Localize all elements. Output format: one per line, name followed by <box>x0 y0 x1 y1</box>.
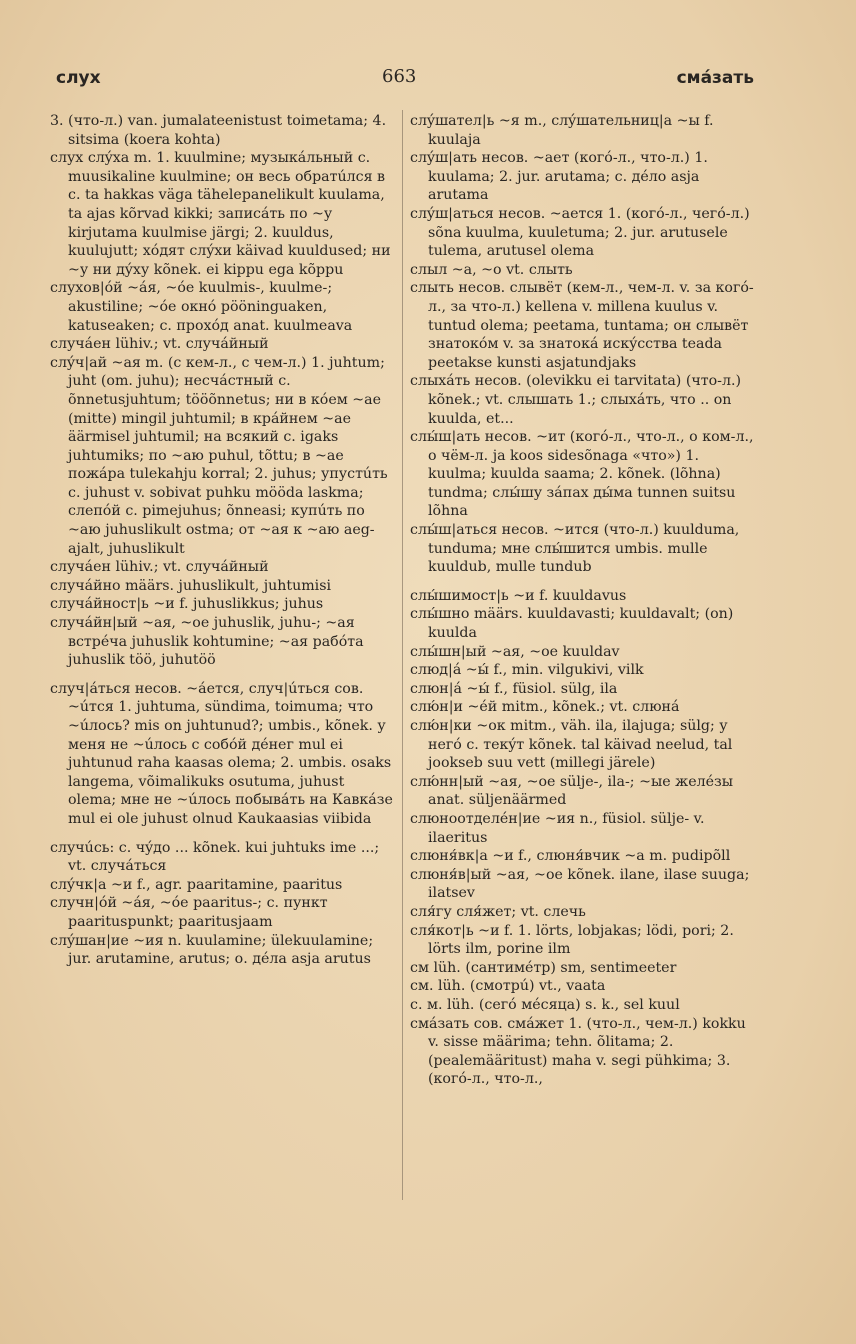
entry: случáйн|ый ~ая, ~ое juhuslik, juhu-; ~ая встрéча juhuslik kohtumine; ~ая рабóта juhuslik töö, juhutöö <box>50 615 364 669</box>
header-first-word: слух <box>56 68 101 88</box>
entry: сля́гу сля́жет; vt. слечь <box>410 903 586 920</box>
page-header <box>56 64 754 94</box>
entry: случáен lühiv.; vt. случáйный <box>50 559 269 576</box>
entry: слýч|ай ~ая m. (с кем-л., с чем-л.) 1. juhtum; juht (om. juhu); несчáстный с. õnnetusjuhtum; tööõnnetus; ни в кóем ~ае (mitte) mingil juhtumil; в крáйнем ~ае äärmisel juhtumil; на всякий с. igaks juhtumiks; по ~аю puhul, tõttu; в ~ае пожáра tulekahju korral; 2. juhus; упустúть с. juhust v. sobivat puhku mööda laskma; слепóй с. pimejuhus; õnneasi; купúть по ~аю juhuslikult ostma; от ~ая к ~аю aeg-ajalt, juhuslikult <box>50 354 388 557</box>
entry: слух слýха m. 1. kuulmine; музыкáльный с. muusikaline kuulmine; он весь обратúлся в с. ta hakkas väga tähelepanelikult kuulama, ta ajas kõrvad kikki; записáть по ~у kirjutama kuulmise järgi; 2. kuuldus, kuulujutt; хóдят слýхи käivad kuuldused; ни ~у ни дýху kõnek. ei kippu ega kõppu <box>50 150 391 278</box>
entry: случáйно määrs. juhuslikult, juhtumisi <box>50 577 332 594</box>
right-column <box>410 112 754 1089</box>
entry: сля́кот|ь ~и f. 1. lörts, lobjakas; lödi, pori; 2. lörts ilm, porine ilm <box>410 922 734 958</box>
entry: слыть несов. слывёт (кем-л., чем-л. v. за когó-л., за что-л.) kellena v. millena kuulus v. tuntud olema; peetama, tuntama; он слывёт знатокóм v. за знатокá искýсства teada peetakse kunsti asjatundjaks <box>410 280 754 371</box>
entry: слухов|óй ~áя, ~óе kuulmis-, kuulme-; akustiline; ~óе окнó pööninguaken, katuseaken; с. прохóд anat. kuulmeava <box>50 280 353 334</box>
entry: слýш|ать несов. ~ает (когó-л., что-л.) 1. kuulama; 2. jur. arutama; с. дéло asja arutama <box>410 150 708 204</box>
page-number: 663 <box>382 66 417 87</box>
entry: слю́н|ки ~ок mitm., väh. ila, ilajuga; sülg; у негó с. текýт kõnek. tal käivad neelud, tal jookseb suu vett (millegi järele) <box>410 718 733 772</box>
entry: слýшател|ь ~я m., слýшательниц|а ~ы f. kuulaja <box>410 113 714 148</box>
entry: слýш|аться несов. ~ается 1. (когó-л., чегó-л.) sõna kuulma, kuuletuma; 2. jur. arutusele tulema, arutusel olema <box>410 205 750 260</box>
entry: смáзать сов. смáжет 1. (что-л., чем-л.) kokku v. sisse määrima; tehn. õlitama; 2. (pealemääritust) maha v. segi pühkima; 3. (когó-л., что-л., <box>410 1015 746 1088</box>
entry: слы́шимост|ь ~и f. kuuldavus <box>410 587 627 604</box>
header-last-word: смáзать <box>676 68 754 88</box>
entry: слю́н|и ~éй mitm., kõnek.; vt. слюнá <box>410 699 680 716</box>
entry: с. м. lüh. (сегó мéсяца) s. k., sel kuul <box>410 996 680 1013</box>
entry: случн|óй ~áя, ~óе paaritus-; с. пункт paarituspunkt; paaritusjaam <box>50 895 328 930</box>
entry: слыл ~а, ~о vt. слыть <box>410 261 573 278</box>
entry: см. lüh. (смотрú) vt., vaata <box>410 978 606 995</box>
entry: слыхáть несов. (olevikku ei tarvitata) (что-л.) kõnek.; vt. слышать 1.; слыхáть, что .. on kuulda, et... <box>410 373 742 427</box>
entry: слýшан|ие ~ия n. kuulamine; ülekuulamine; jur. arutamine, arutus; о. дéла asja arutus <box>50 932 374 968</box>
entry: слы́ш|аться несов. ~ится (что-л.) kuulduma, tunduma; мне слы́шится umbis. mulle kuuldub, mulle tundub <box>410 522 740 576</box>
entry: слю́нн|ый ~ая, ~ое sülje-, ila-; ~ые желéзы anat. süljenäärmed <box>410 773 734 809</box>
entry: см lüh. (сантимéтр) sm, sentimeeter <box>410 959 677 976</box>
entry: слы́шно määrs. kuuldavasti; kuuldavalt; (on) kuulda <box>410 606 734 642</box>
entry: слюд|á ~ы́ f., min. vilgukivi, vilk <box>410 662 644 679</box>
entry: слюня́в|ый ~ая, ~ое kõnek. ilane, ilase suuga; ilatsev <box>410 866 750 902</box>
entry: 3. (что-л.) van. jumalateenistust toimetama; 4. sitsima (koera kohta) <box>50 113 387 148</box>
left-column <box>50 112 396 969</box>
entry: слы́шн|ый ~ая, ~ое kuuldav <box>410 643 620 660</box>
entry: слýчк|а ~и f., agr. paaritamine, paaritus <box>50 876 343 893</box>
entry: слюноотделéн|ие ~ия n., füsiol. sülje- v. ilaeritus <box>410 810 705 846</box>
entry: слы́ш|ать несов. ~ит (когó-л., что-л., о ком-л., о чём-л. ja koos sidesõnaga «что») 1. kuulma; kuulda saama; 2. kõnek. (lõhna) tundma; слы́шу зáпах ды́ма tunnen suitsu lõhna <box>410 429 754 520</box>
entry: случúсь: с. чýдо ... kõnek. kui juhtuks ime ...; vt. случáться <box>50 839 380 875</box>
entry: случáйност|ь ~и f. juhuslikkus; juhus <box>50 596 324 613</box>
column-divider <box>402 110 403 1200</box>
entry: случáен lühiv.; vt. случáйный <box>50 336 269 353</box>
entry: слюня́вк|а ~и f., слюня́вчик ~а m. pudipõll <box>410 848 731 865</box>
entry: слюн|á ~ы́ f., füsiol. sülg, ila <box>410 680 618 697</box>
entry: случ|áться несов. ~áется, случ|úться сов. ~úтся 1. juhtuma, sündima, toimuma; что ~úлось? mis on juhtunud?; umbis., kõnek. у меня не ~úлось с собóй дéнег mul ei juhtunud raha kaasas olema; 2. umbis. osaks langema, võimalikuks osutuma, juhust olema; мне не ~úлось побывáть на Кавкáзе mul ei ole juhust olnud Kaukaasias viibida <box>50 680 393 827</box>
